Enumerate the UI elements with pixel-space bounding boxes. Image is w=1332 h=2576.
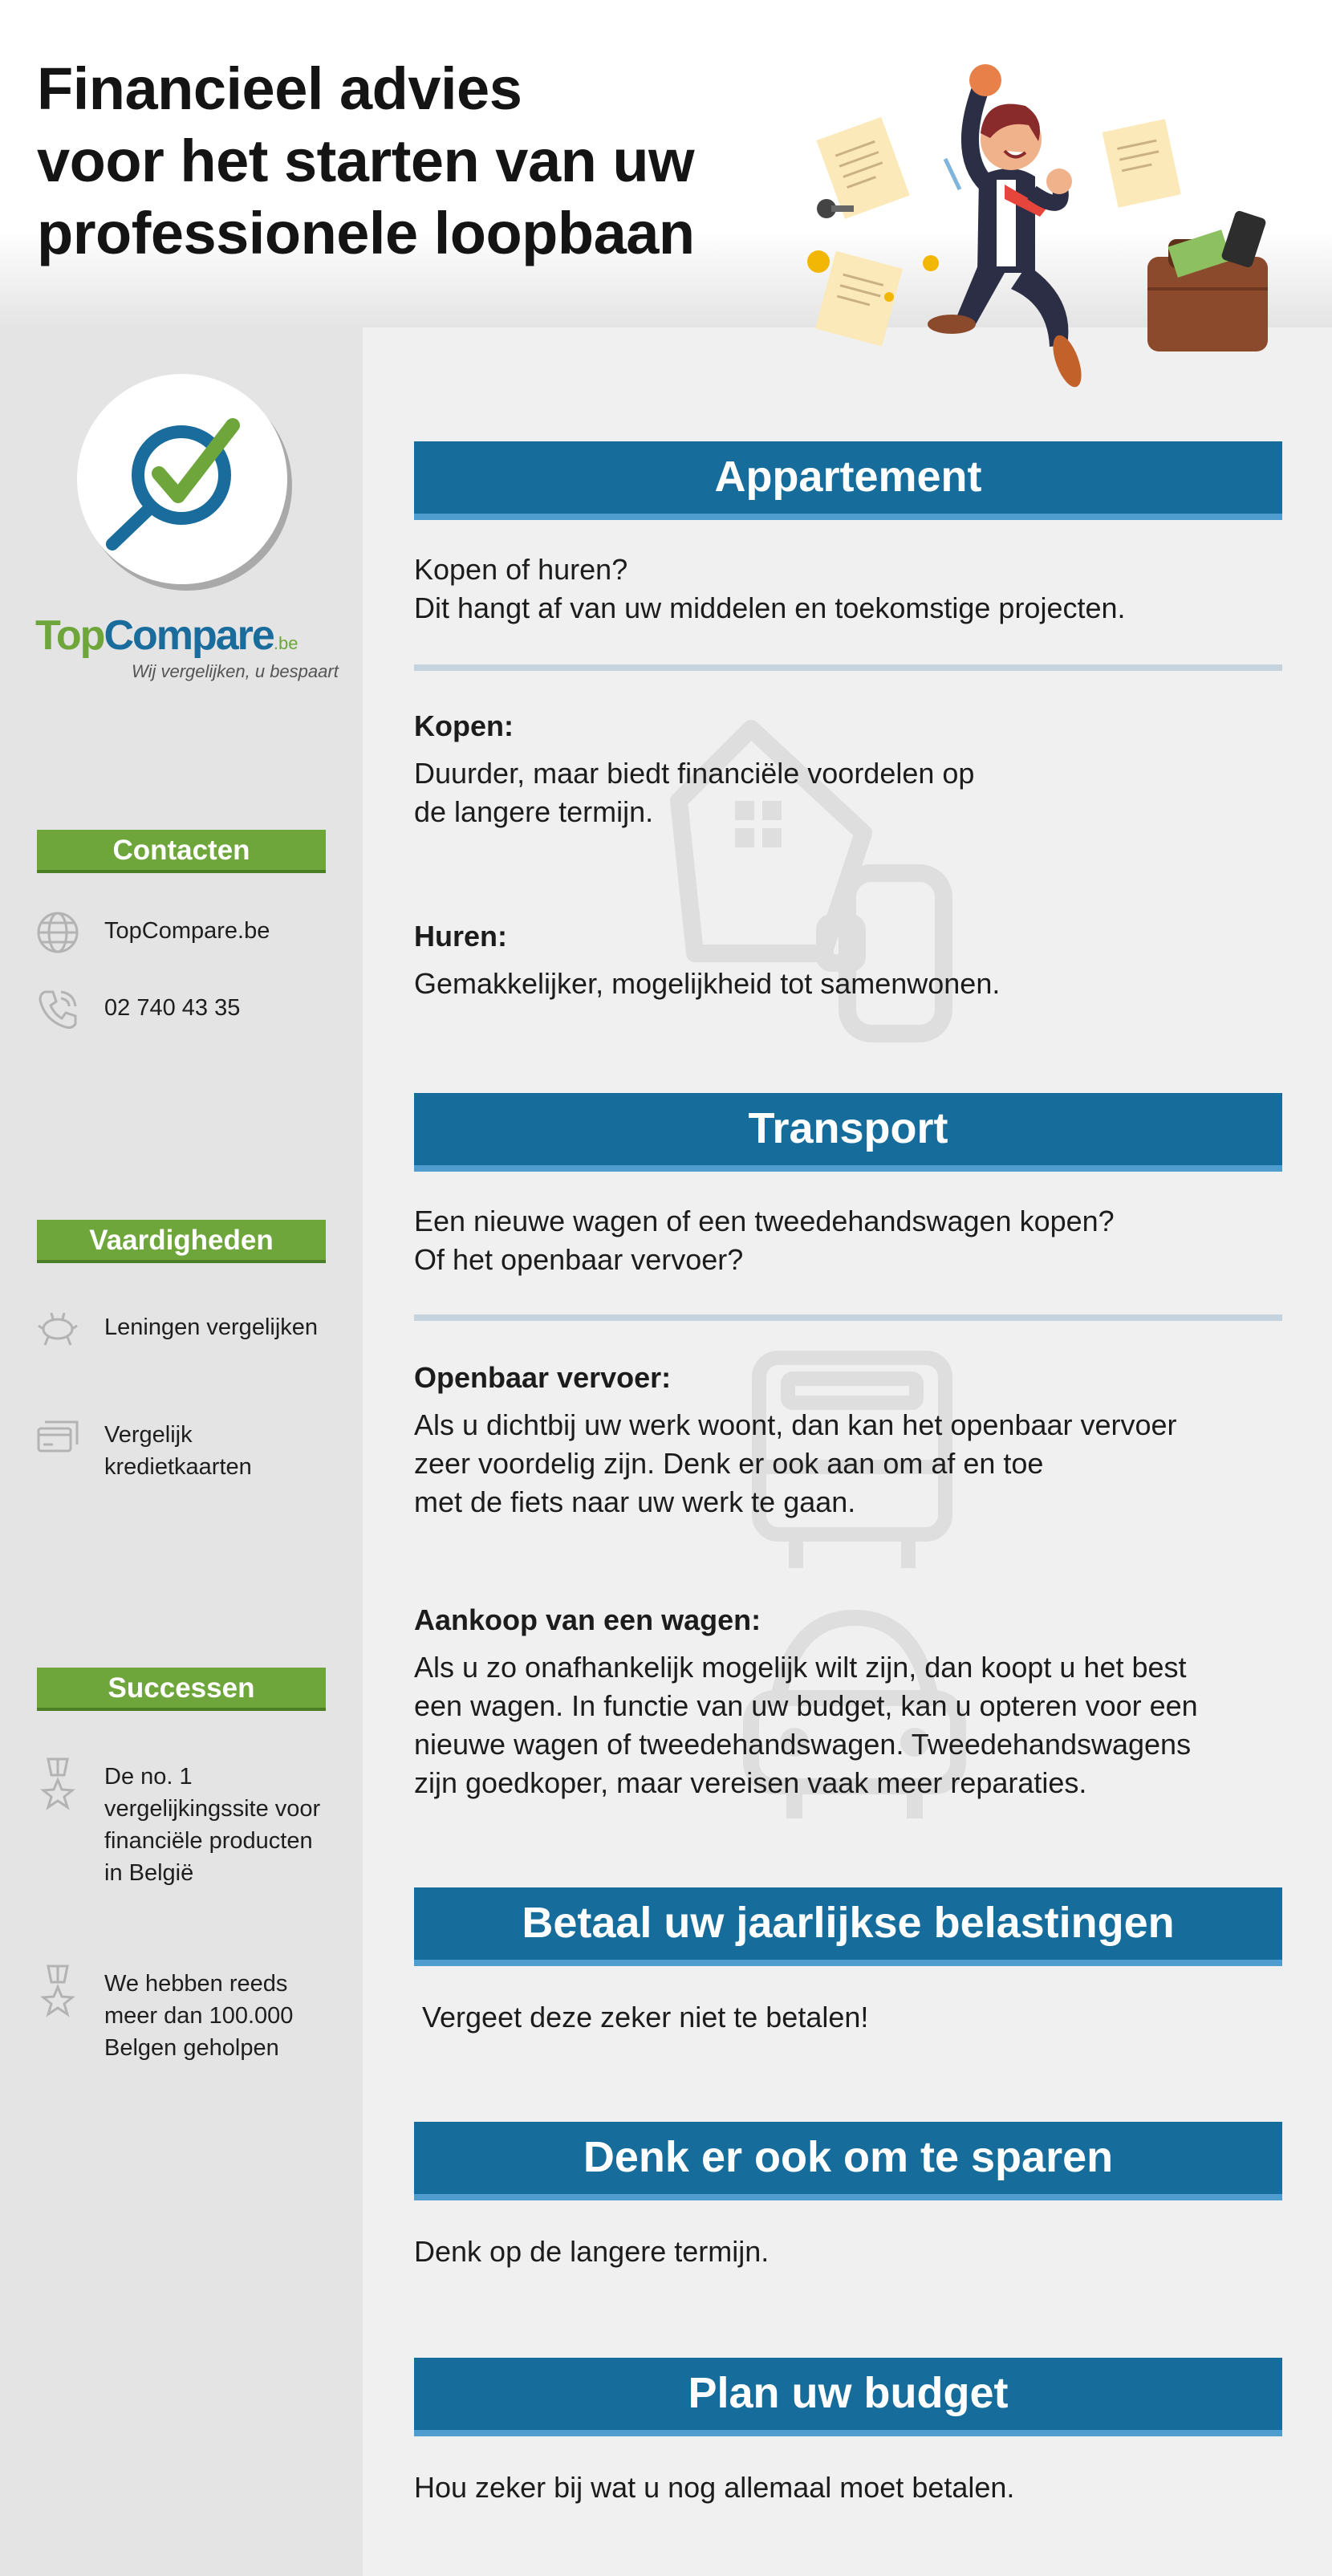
magnifier-check-icon [77,374,287,584]
section-divider [414,664,1282,671]
transport-intro: Een nieuwe wagen of een tweedehandswagen kopen? Of het openbaar vervoer? [414,1205,1115,1276]
section-divider [414,1314,1282,1321]
section-heading-savings: Denk er ook om te sparen [414,2122,1282,2200]
transport-car-title: Aankoop van een wagen: [414,1603,761,1636]
transport-public-title: Openbaar vervoer: [414,1361,672,1394]
piggy-bank-icon [35,1306,80,1351]
phone-icon [35,987,80,1032]
apartment-rent-text: Gemakkelijker, mogelijkheid tot samenwonen. [414,967,1001,1000]
globe-icon [35,910,80,955]
apartment-buy-title: Kopen: [414,709,514,742]
sidebar: TopCompare.be Wij vergelijken, u bespaart Contacten TopCompare.be 02 740 43 35 Vaardigheden Leningen vergelijken Vergelijk kredietkaarten Successen De no. 1 vergelijkingssite voor financiële producten in België We hebben reeds meer dan 100.000 Belgen geholpen [0,327,363,2576]
logo-badge [77,374,287,584]
section-heading-transport: Transport [414,1093,1282,1172]
hero-illustration [794,56,1284,401]
section-heading-apartment: Appartement [414,441,1282,520]
section-heading-budget: Plan uw budget [414,2358,1282,2436]
brand-tagline: Wij vergelijken, u bespaart [132,661,339,681]
savings-text: Denk op de langere termijn. [414,2235,770,2268]
brand-logo: TopCompare.be Wij vergelijken, u bespaart [35,612,339,681]
apartment-buy-text: Duurder, maar biedt financiële voordelen op de langere termijn. [414,757,975,828]
page-title: Financieel advies voor het starten van uw professionele loopbaan [37,55,695,266]
transport-public-text: Als u dichtbij uw werk woont, dan kan het openbaar vervoer zeer voordelig zijn. Denk er ook aan om af en toe met de fiets naar uw werk te gaan. [414,1408,1177,1518]
successes-heading: Successen [37,1668,326,1711]
medal-icon [35,1963,80,2019]
section-heading-taxes: Betaal uw jaarlijkse belastingen [414,1887,1282,1966]
skills-heading: Vaardigheden [37,1220,326,1263]
page-header [0,0,1332,327]
budget-text: Hou zeker bij wat u nog allemaal moet betalen. [414,2471,1015,2504]
apartment-intro: Kopen of huren? Dit hangt af van uw middelen en toekomstige projecten. [414,553,1126,624]
medal-icon [35,1756,80,1812]
contacts-heading: Contacten [37,830,326,873]
apartment-rent-title: Huren: [414,920,507,953]
transport-car-text: Als u zo onafhankelijk mogelijk wilt zijn, dan koopt u het best een wagen. In functie van uw budget, kan u opteren voor een nieuwe wagen of tweedehandswagen. Tweedehandswagens zijn goedkoper, maar vereisen vaak meer reparaties. [414,1651,1198,1799]
credit-card-icon [35,1414,80,1459]
taxes-text: Vergeet deze zeker niet te betalen! [422,2001,869,2034]
